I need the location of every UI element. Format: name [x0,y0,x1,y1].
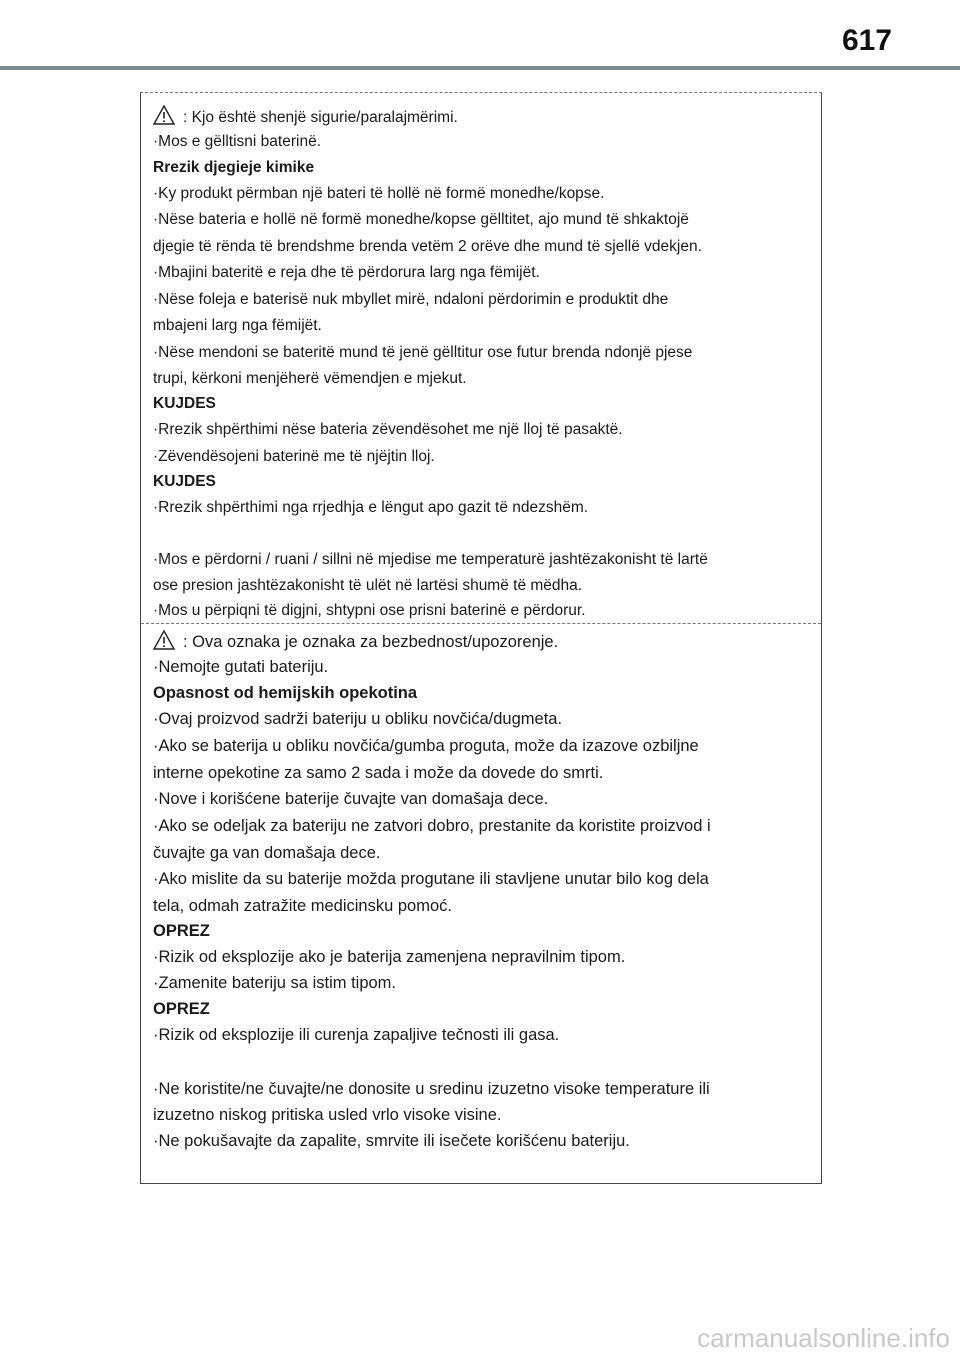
serbian-heading: OPREZ [153,1000,210,1018]
serbian-line: interne opekotine za samo 2 sada i može da dovede do smrti. [153,764,604,782]
serbian-line: ·Ako mislite da su baterije možda progutane ili stavljene unutar bilo kog dela [153,870,709,888]
albanian-line: ·Nëse mendoni se bateritë mund të jenë gëlltitur ose futur brenda ndonjë pjese [153,344,693,361]
albanian-warning-text: : Kjo është shenjë sigurie/paralajmërimi. [183,109,458,126]
warning-triangle-icon [153,630,175,650]
serbian-warning-line [153,630,558,651]
warning-triangle-icon [153,105,175,125]
albanian-line: ·Zëvendësojeni baterinë me të njëjtin lloj. [153,448,435,465]
albanian-line: trupi, kërkoni menjëherë vëmendjen e mjekut. [153,370,467,387]
albanian-heading: KUJDES [153,395,216,412]
albanian-line: djegie të rënda të brendshme brenda vetëm 2 orëve dhe mund të sjellë vdekjen. [153,238,702,255]
serbian-line: ·Rizik od eksplozije ako je baterija zamenjena nepravilnim tipom. [153,948,626,966]
header-rule [0,66,960,70]
albanian-line: ose presion jashtëzakonisht të ulët në lartësi shumë të mëdha. [153,577,583,594]
albanian-line: ·Mos e përdorni / ruani / sillni në mjedise me temperaturë jashtëzakonisht të lartë [153,551,708,568]
albanian-warning-line [153,105,458,127]
albanian-line: ·Nëse foleja e baterisë nuk mbyllet mirë, ndaloni përdorimin e produktit dhe [153,291,669,308]
albanian-line: ·Rrezik shpërthimi nga rrjedhja e lëngut apo gazit të ndezshëm. [153,499,589,516]
page-number: 617 [841,24,892,57]
serbian-line: ·Ako se baterija u obliku novčića/gumba proguta, može da izazove ozbiljne [153,737,699,755]
serbian-line: ·Nemojte gutati bateriju. [153,658,329,676]
albanian-line: ·Mos e gëlltisni baterinë. [153,133,321,150]
serbian-line: izuzetno niskog pritiska usled vrlo visoke visine. [153,1106,502,1124]
serbian-line: ·Ne pokušavajte da zapalite, smrvite ili isečete korišćenu bateriju. [153,1132,630,1150]
albanian-line: ·Nëse bateria e hollë në formë monedhe/kopse gëlltitet, ajo mund të shkaktojë [153,211,689,228]
warning-box [140,92,822,1184]
serbian-warning-text: : Ova oznaka je oznaka za bezbednost/upozorenje. [183,633,559,651]
serbian-line: ·Nove i korišćene baterije čuvajte van domašaja dece. [153,790,549,808]
serbian-line: ·Ne koristite/ne čuvajte/ne donosite u sredinu izuzetno visoke temperature ili [153,1080,710,1098]
albanian-line: mbajeni larg nga fëmijët. [153,317,322,334]
albanian-heading: Rrezik djegieje kimike [153,159,315,176]
serbian-section [141,623,821,1150]
albanian-line: ·Mos u përpiqni të digjni, shtypni ose prisni baterinë e përdorur. [153,602,586,619]
albanian-line: ·Ky produkt përmban një bateri të hollë në formë monedhe/kopse. [153,185,605,202]
albanian-line: ·Rrezik shpërthimi nëse bateria zëvendësohet me një lloj të pasaktë. [153,421,623,438]
serbian-line: tela, odmah zatražite medicinsku pomoć. [153,897,452,915]
serbian-line: ·Zamenite bateriju sa istim tipom. [153,974,396,992]
serbian-line: ·Rizik od eksplozije ili curenja zapaljive tečnosti ili gasa. [153,1026,560,1044]
watermark: carmanualsonline.info [697,1323,950,1353]
serbian-line: ·Ako se odeljak za bateriju ne zatvori dobro, prestanite da koristite proizvod i [153,817,711,835]
albanian-heading: KUJDES [153,473,216,490]
serbian-heading: Opasnost od hemijskih opekotina [153,684,418,702]
serbian-line: ·Ovaj proizvod sadrži bateriju u obliku novčića/dugmeta. [153,710,563,728]
serbian-line: čuvajte ga van domašaja dece. [153,844,381,862]
albanian-line: ·Mbajini bateritë e reja dhe të përdorura larg nga fëmijët. [153,264,540,281]
serbian-heading: OPREZ [153,922,210,940]
